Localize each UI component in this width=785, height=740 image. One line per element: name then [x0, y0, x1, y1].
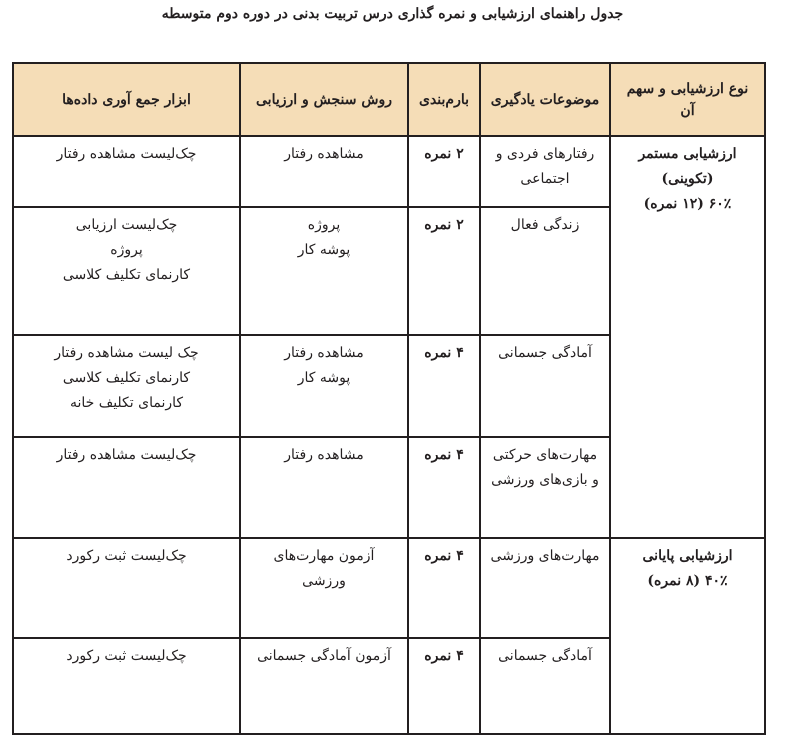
score-cell: ۴ نمره: [408, 638, 480, 734]
score-cell: ۲ نمره: [408, 207, 480, 335]
topic-cell: [480, 207, 610, 335]
tools-cell: [13, 136, 240, 207]
method-cell: [240, 638, 408, 734]
topic-line: زندگی فعال: [510, 217, 580, 233]
header-type: نوع ارزشیابی و سهم آن: [610, 63, 765, 136]
header-tools: ابزار جمع آوری داده‌ها: [13, 63, 240, 136]
method-line: پوشه کار: [297, 370, 351, 386]
tools-cell: [13, 538, 240, 638]
header-score: بارم‌بندی: [408, 63, 480, 136]
tools-cell: [13, 437, 240, 538]
table-row: [13, 136, 765, 207]
method-cell: [240, 207, 408, 335]
score-cell: ۴ نمره: [408, 538, 480, 638]
method-line: مشاهده رفتار: [284, 146, 364, 162]
type-line: (تکوینی): [661, 171, 714, 187]
tools-line: چک‌لیست ثبت رکورد: [66, 648, 187, 664]
topic-line: مهارت‌های حرکتی: [492, 447, 598, 463]
method-cell: [240, 136, 408, 207]
method-line: پوشه کار: [297, 242, 351, 258]
header-topic: موضوعات یادگیری: [480, 63, 610, 136]
table-row: [13, 538, 765, 638]
topic-cell: [480, 437, 610, 538]
tools-line: چک‌لیست ثبت رکورد: [66, 548, 187, 564]
method-line: پروژه: [307, 217, 341, 233]
tools-cell: [13, 335, 240, 437]
method-line: آزمون مهارت‌های: [273, 548, 375, 564]
page-title: جدول راهنمای ارزشیابی و نمره گذاری درس تربیت بدنی در دوره دوم متوسطه: [161, 6, 624, 22]
tools-cell: [13, 207, 240, 335]
assessment-table: [12, 62, 766, 735]
assessment-type-final: [610, 538, 765, 734]
tools-line: کارنمای تکلیف خانه: [69, 395, 184, 411]
method-cell: [240, 538, 408, 638]
tools-line: پروژه: [110, 242, 143, 258]
tools-line: کارنمای تکلیف کلاسی: [62, 370, 191, 386]
method-cell: [240, 335, 408, 437]
type-line: ارزشیابی پایانی: [642, 548, 733, 564]
method-line: ورزشی: [302, 573, 346, 589]
tools-line: کارنمای تکلیف کلاسی: [62, 267, 191, 283]
tools-cell: [13, 638, 240, 734]
method-cell: [240, 437, 408, 538]
topic-line: آمادگی جسمانی: [498, 648, 592, 664]
type-line: ۶۰٪ (۱۲ نمره): [643, 196, 732, 212]
topic-cell: [480, 638, 610, 734]
topic-cell: [480, 538, 610, 638]
tools-line: چک لیست مشاهده رفتار: [54, 345, 199, 361]
topic-cell: [480, 136, 610, 207]
tools-line: چک‌لیست مشاهده رفتار: [56, 447, 197, 463]
assessment-type-formative: [610, 136, 765, 538]
header-row: [13, 63, 765, 136]
topic-line: و بازی‌های ورزشی: [491, 472, 599, 488]
topic-cell: [480, 335, 610, 437]
tools-line: چک‌لیست ارزیابی: [75, 217, 178, 233]
method-line: مشاهده رفتار: [284, 345, 364, 361]
tools-line: چک‌لیست مشاهده رفتار: [56, 146, 197, 162]
topic-line: اجتماعی: [520, 171, 570, 187]
method-line: آزمون آمادگی جسمانی: [257, 648, 391, 664]
topic-line: رفتارهای فردی و: [495, 146, 595, 162]
topic-line: آمادگی جسمانی: [498, 345, 592, 361]
method-line: مشاهده رفتار: [284, 447, 364, 463]
score-cell: ۴ نمره: [408, 437, 480, 538]
topic-line: مهارت‌های ورزشی: [490, 548, 600, 564]
score-cell: ۲ نمره: [408, 136, 480, 207]
header-method: روش سنجش و ارزیابی: [240, 63, 408, 136]
score-cell: ۴ نمره: [408, 335, 480, 437]
type-line: ارزشیابی مستمر: [638, 146, 737, 162]
type-line: ۴۰٪ (۸ نمره): [647, 573, 728, 589]
